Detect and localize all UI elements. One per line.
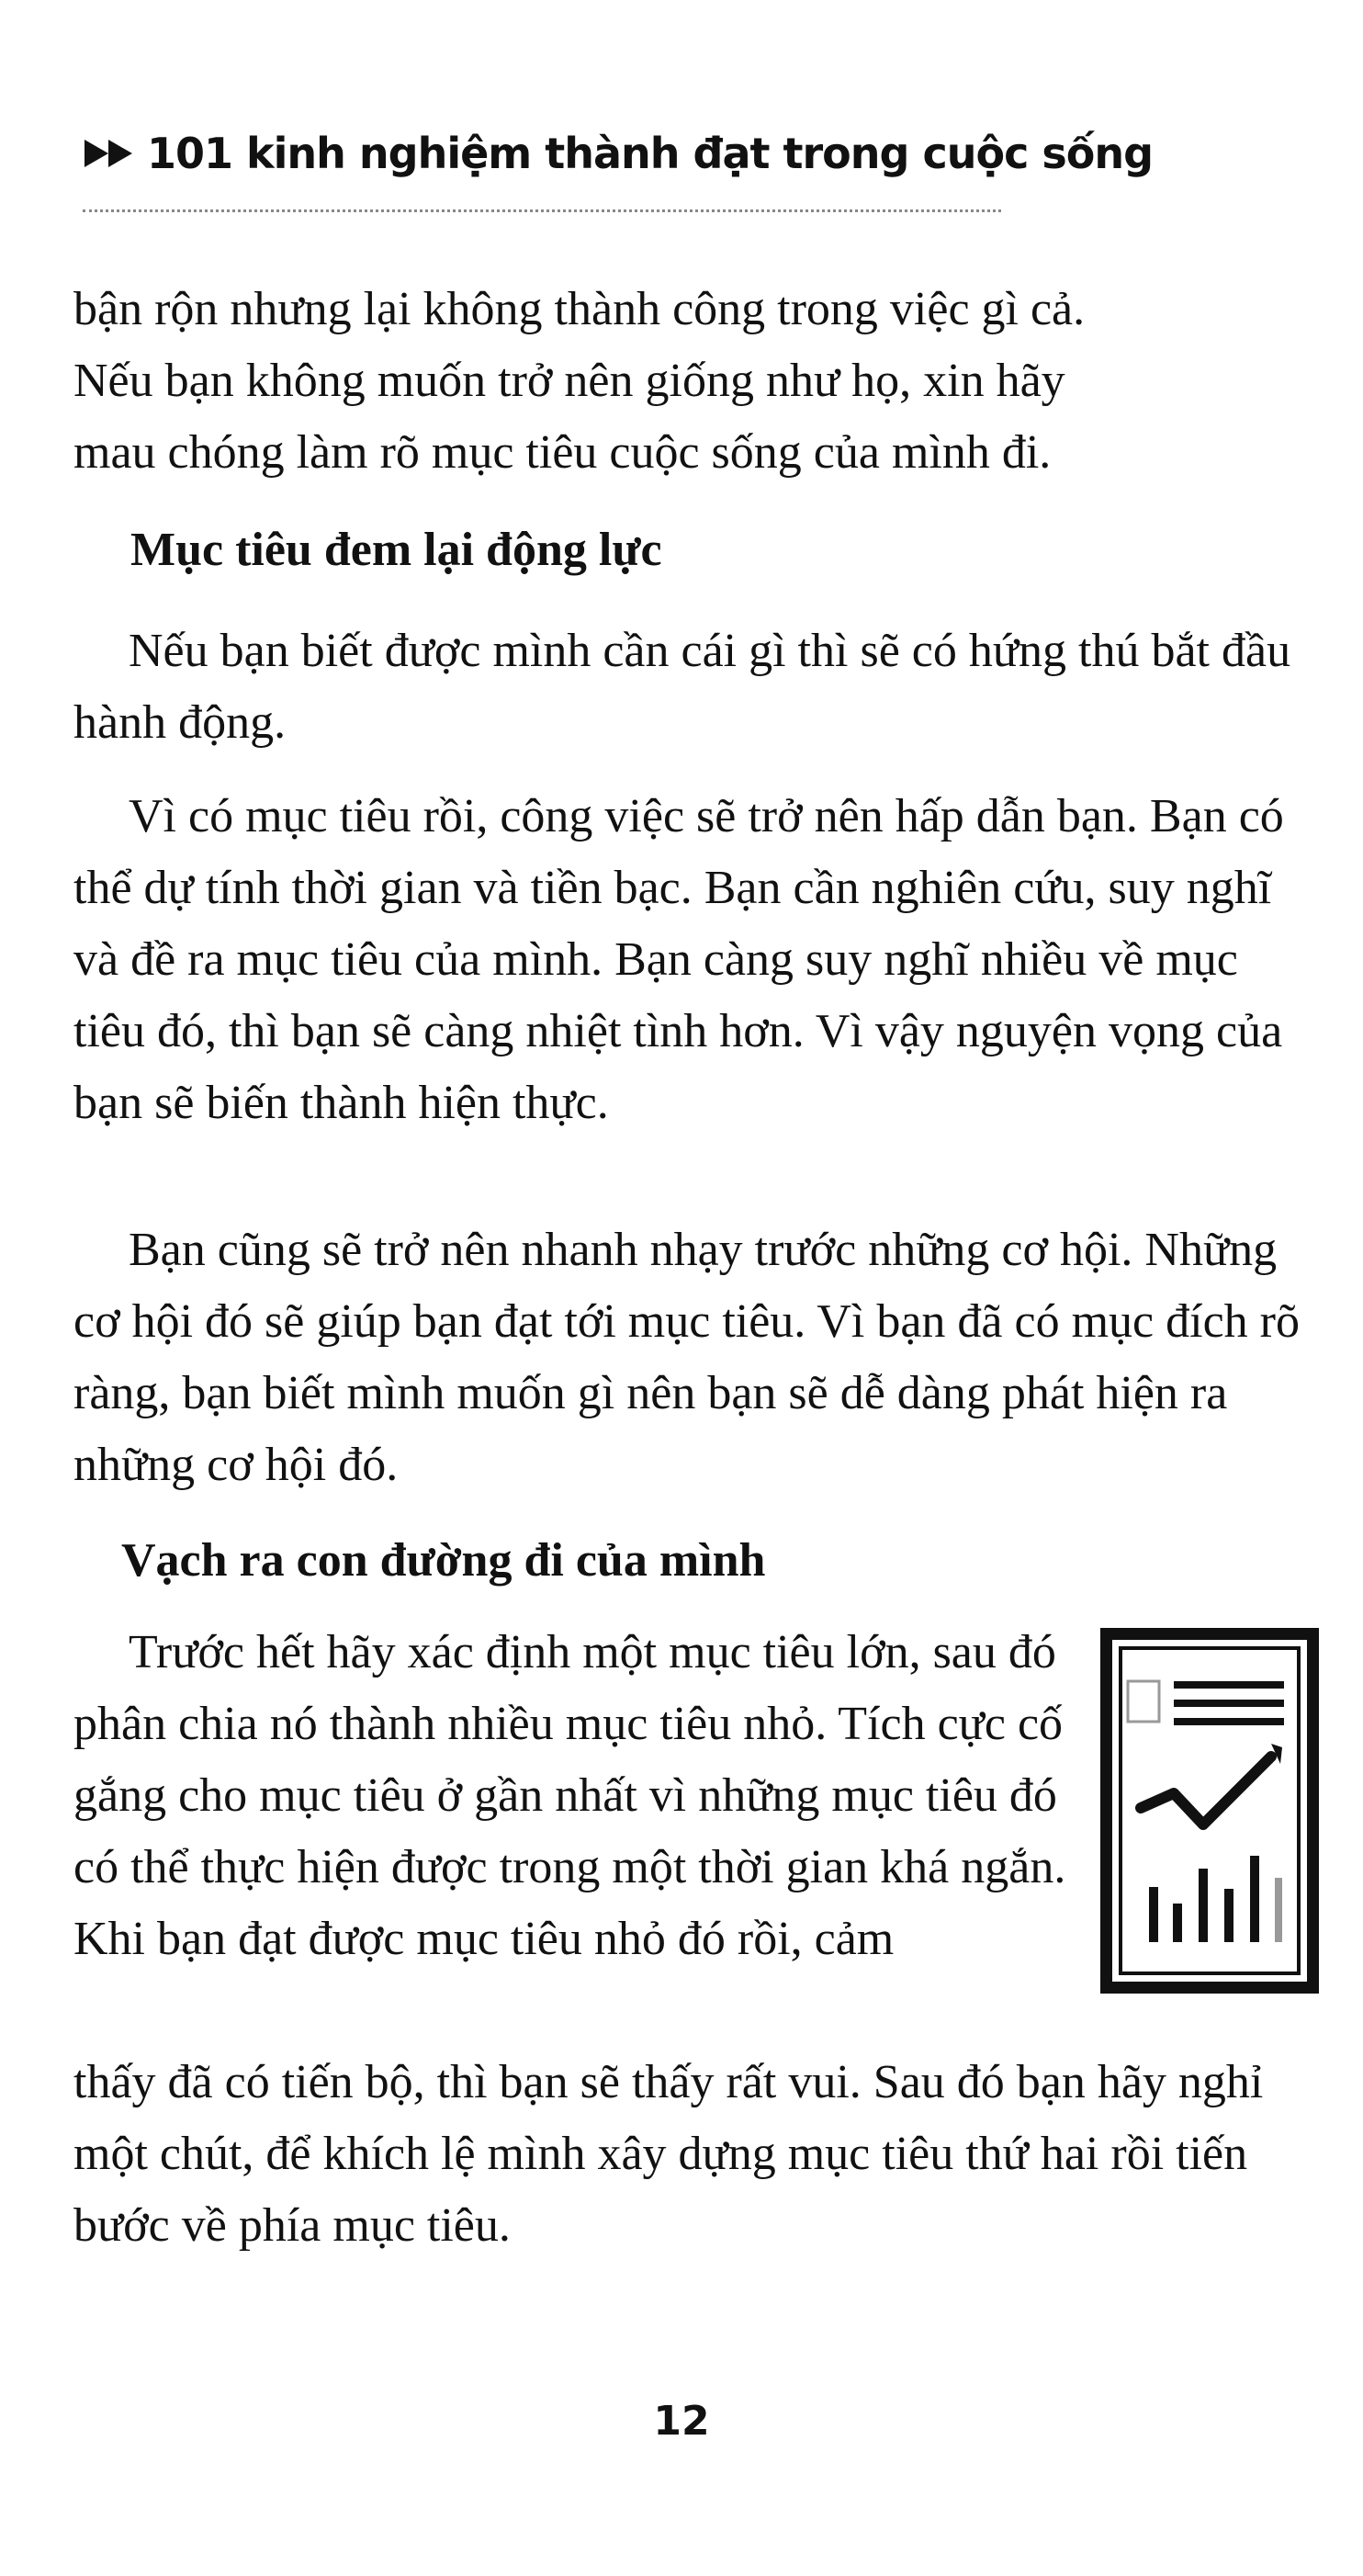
intro-paragraph [73,274,1304,489]
running-header-title: 101 kinh nghiệm thành đạt trong cuộc sống [147,129,1154,178]
motivation-paragraph-1-text: Nếu bạn biết được mình cần cái gì thì sẽ có hứng thú bắt đầu hành động. [73,625,1291,749]
motivation-paragraph-1 [73,616,1304,759]
page-number: 12 [653,2398,710,2445]
double-arrow-icon [84,138,138,169]
section-heading-motivation: Mục tiêu đem lại động lực [130,524,662,576]
intro-line-1: bận rộn nhưng lại không thành công trong việc gì cả. [73,283,1086,335]
motivation-paragraph-2 [73,781,1304,1139]
running-header [84,129,1153,178]
path-paragraph-rest-text: thấy đã có tiến bộ, thì bạn sẽ thấy rất vui. Sau đó bạn hãy nghỉ một chút, để khích lệ mình xây dựng mục tiêu thứ hai rồi tiến bước về phía mục tiêu. [73,2056,1264,2252]
path-paragraph-rest [73,2047,1304,2262]
section-heading-path: Vạch ra con đường đi của mình [121,1534,766,1587]
growth-chart-document-icon [1100,1628,1319,1994]
header-divider [83,209,1001,212]
motivation-paragraph-2-text: Vì có mục tiêu rồi, công việc sẽ trở nên hấp dẫn bạn. Bạn có thể dự tính thời gian và tiền bạc. Bạn cần nghiên cứu, suy nghĩ và đề ra mục tiêu của mình. Bạn càng suy nghĩ nhiều về mục tiêu đó, thì bạn sẽ càng nhiệt tình hơn. Vì vậy nguyện vọng của bạn sẽ biến thành hiện thực. [73,790,1284,1129]
intro-line-2: Nếu bạn không muốn trở nên giống như họ, xin hãy [73,355,1065,407]
motivation-paragraph-3 [73,1215,1304,1501]
path-paragraph-wrapped-text: Trước hết hãy xác định một mục tiêu lớn, sau đó phân chia nó thành nhiều mục tiêu nhỏ. Tích cực cố gắng cho mục tiêu ở gần nhất vì những mục tiêu đó có thể thực hiện được trong một thời gian khá ngắn. Khi bạn đạt được mục tiêu nhỏ đó rồi, cảm [73,1626,1066,1965]
path-paragraph-wrapped [73,1617,1088,1975]
motivation-paragraph-3-text: Bạn cũng sẽ trở nên nhanh nhạy trước những cơ hội. Những cơ hội đó sẽ giúp bạn đạt tới mục tiêu. Vì bạn đã có mục đích rõ ràng, bạn biết mình muốn gì nên bạn sẽ dễ dàng phát hiện ra những cơ hội đó. [73,1224,1300,1491]
intro-line-3: mau chóng làm rõ mục tiêu cuộc sống của mình đi. [73,426,1052,479]
